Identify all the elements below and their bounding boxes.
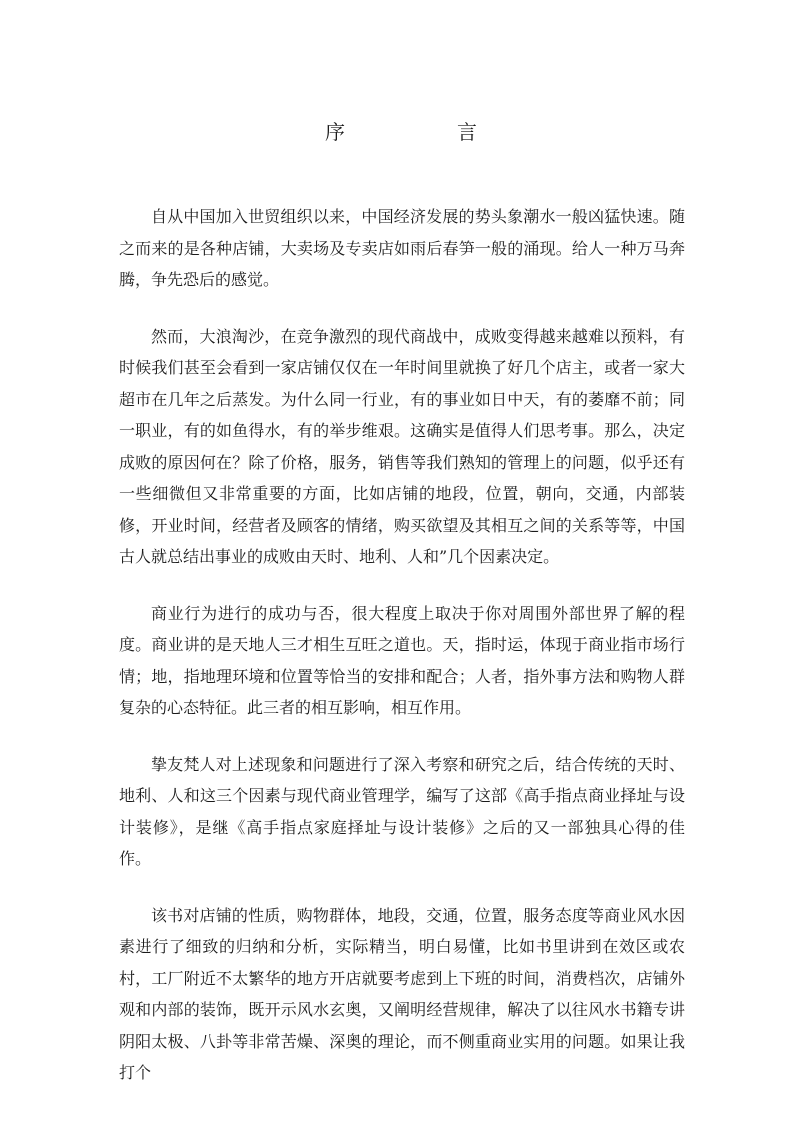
paragraph-1: 自从中国加入世贸组织以来，中国经济发展的势头象潮水一般凶猛快速。随之而来的是各种店铺，大卖场及专卖店如雨后春笋一般的涌现。给人一种万马奔腾，争先恐后的感觉。 <box>119 207 685 289</box>
paragraph-5: 该书对店铺的性质，购物群体，地段，交通，位置，服务态度等商业风水因素进行了细致的归纳和分析，实际精当，明白易懂，比如书里讲到在效区或农村，工厂附近不太繁华的地方开店就要考虑到上下班的时间，消费档次，店铺外观和内部的装饰，既开示风水玄奥，又阐明经营规律，解决了以往风水书籍专讲阴阳太极、八卦等非常苦燥、深奥的理论，而不侧重商业实用的问题。如果让我打个 <box>119 905 685 1082</box>
paragraph-4: 挚友梵人对上述现象和问题进行了深入考察和研究之后，结合传统的天时、地利、人和这三个因素与现代商业管理学，编写了这部《高手指点商业择址与设计装修》，是继《高手指点家庭择址与设计装修》之后的又一部独具心得的佳作。 <box>119 754 685 868</box>
paragraph-2: 然而，大浪淘沙，在竞争激烈的现代商战中，成败变得越来越难以预料，有时候我们甚至会看到一家店铺仅仅在一年时间里就换了好几个店主，或者一家大超市在几年之后蒸发。为什么同一行业，有的事业如日中天，有的萎靡不前；同一职业，有的如鱼得水，有的举步维艰。这确实是值得人们思考事。那么，决定成败的原因何在？除了价格，服务，销售等我们熟知的管理上的问题，似乎还有一些细微但又非常重要的方面，比如店铺的地段，位置，朝向，交通，内部装修，开业时间，经营者及顾客的情绪，购买欲望及其相互之间的关系等等，中国古人就总结出事业的成败由天时、地利、人和”几个因素决定。 <box>119 326 685 566</box>
document-body <box>119 201 685 1114</box>
page-title: 序 言 <box>325 120 523 144</box>
paragraph-3: 商业行为进行的成功与否，很大程度上取决于你对周围外部世界了解的程度。商业讲的是天地人三才相生互旺之道也。天，指时运，体现于商业指市场行情；地，指地理环境和位置等恰当的安排和配合；人者，指外事方法和购物人群复杂的心态特征。此三者的相互影响，相互作用。 <box>119 603 685 717</box>
